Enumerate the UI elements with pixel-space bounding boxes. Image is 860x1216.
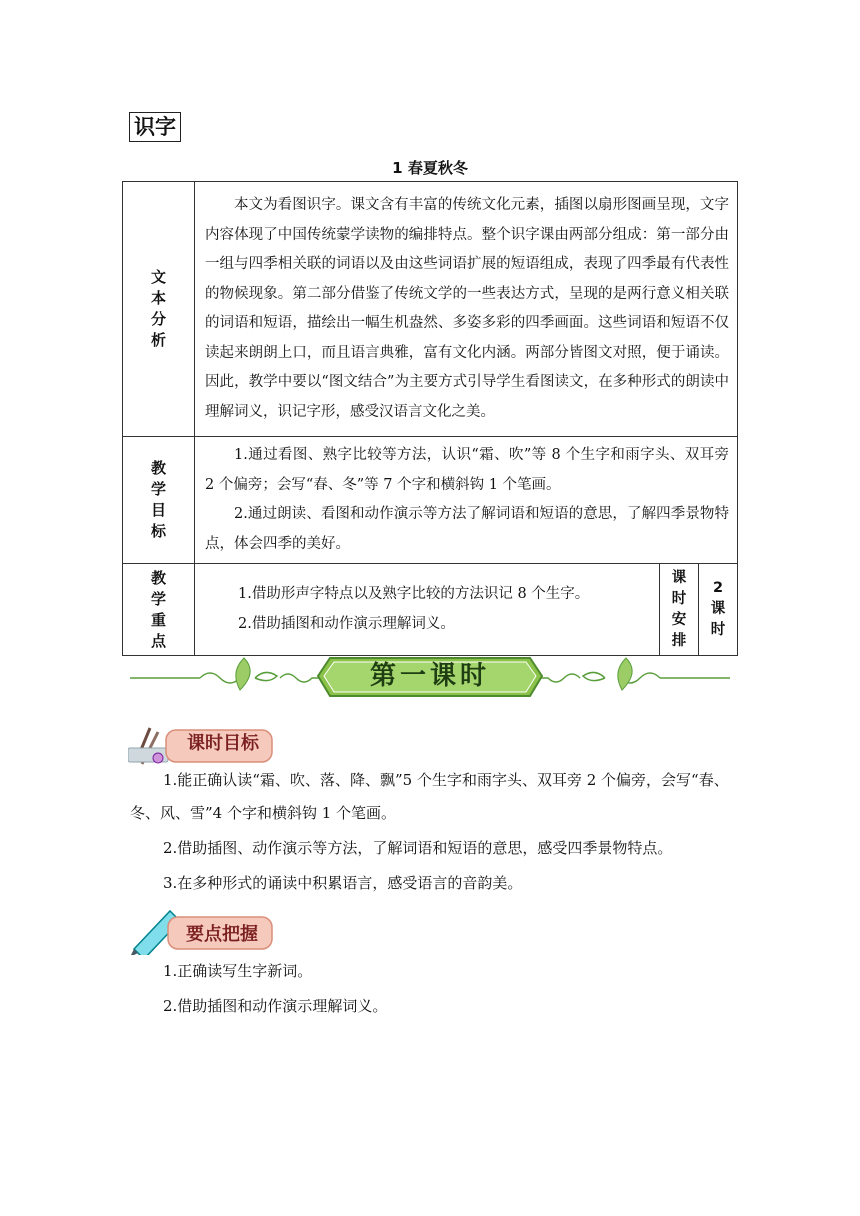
row-head-teaching-goals: 教 学 目 标	[123, 437, 195, 564]
unit-title: 识字	[129, 112, 181, 142]
table-row-teaching-goals	[123, 437, 738, 564]
schedule-value: 2 课 时	[699, 564, 738, 656]
schedule-head: 课 时 安 排	[660, 564, 699, 656]
goals-label: 课时目标	[187, 733, 259, 754]
right-leaf-icon	[618, 658, 632, 690]
key-point-item: 1.正确读写生字新词。	[163, 962, 313, 980]
key-points-list	[130, 955, 740, 1023]
goals-list	[130, 764, 740, 900]
teaching-goal-item: 2.通过朗读、看图和动作演示等方法了解词语和短语的意思，了解四季景物特点，体会四季的美好。	[205, 506, 729, 552]
teaching-focus-item: 2.借助插图和动作演示理解词义。	[238, 615, 455, 632]
text-analysis-content	[195, 182, 738, 437]
teaching-goals-content	[195, 437, 738, 564]
text-analysis-paragraph: 本文为看图识字。课文含有丰富的传统文化元素，插图以扇形图画呈现，文字内容体现了中国传统蒙学读物的编排特点。整个识字课由两部分组成：第一部分由一组与四季相关联的词语以及由这些词语扩展的短语组成，表现了四季最有代表性的物候现象。第二部分借鉴了传统文学的一些表达方式，呈现的是两行意义相关联的词语和短语，描绘出一幅生机盎然、多姿多彩的四季画面。这些词语和短语不仅读起来朗朗上口，而且语言典雅，富有文化内涵。两部分皆图文对照，便于诵读。因此，教学中要以“图文结合”为主要方式引导学生看图读文，在多种形式的朗读中理解词义，识记字形，感受汉语言文化之美。	[205, 197, 729, 420]
lesson-plan-table	[122, 181, 738, 656]
goal-item: 3.在多种形式的诵读中积累语言，感受语言的音韵美。	[163, 874, 523, 892]
teaching-focus-item: 1.借助形声字特点以及熟字比较的方法识记 8 个生字。	[238, 586, 590, 602]
row-head-teaching-focus: 教 学 重 点	[123, 564, 195, 656]
left-vine-ornament	[130, 672, 340, 683]
teaching-goal-item: 1.通过看图、熟字比较等方法，认识“霜、吹”等 8 个生字和雨字头、双耳旁 2 个偏旁；会写“春、冬”等 7 个字和横斜钩 1 个笔画。	[205, 447, 729, 493]
brushes-icon	[128, 728, 168, 764]
key-points-label: 要点把握	[186, 924, 258, 945]
row-head-text-analysis: 文 本 分 析	[123, 182, 195, 437]
left-leaf-icon	[236, 658, 250, 690]
goal-item: 1.能正确认读“霜、吹、落、降、飘”5 个生字和雨字头、双耳旁 2 个偏旁，会写“春、冬、风、雪”4 个字和横斜钩 1 个笔画。	[130, 771, 729, 822]
table-row-text-analysis	[123, 182, 738, 437]
teaching-focus-content	[195, 564, 660, 656]
key-point-item: 2.借助插图和动作演示理解词义。	[163, 997, 388, 1015]
goal-item: 2.借助插图、动作演示等方法，了解词语和短语的意思，感受四季景物特点。	[163, 839, 673, 857]
lesson-title: 1 春夏秋冬	[392, 159, 468, 177]
banner-title: 第一课时	[369, 661, 490, 691]
table-row-teaching-focus	[123, 564, 738, 656]
